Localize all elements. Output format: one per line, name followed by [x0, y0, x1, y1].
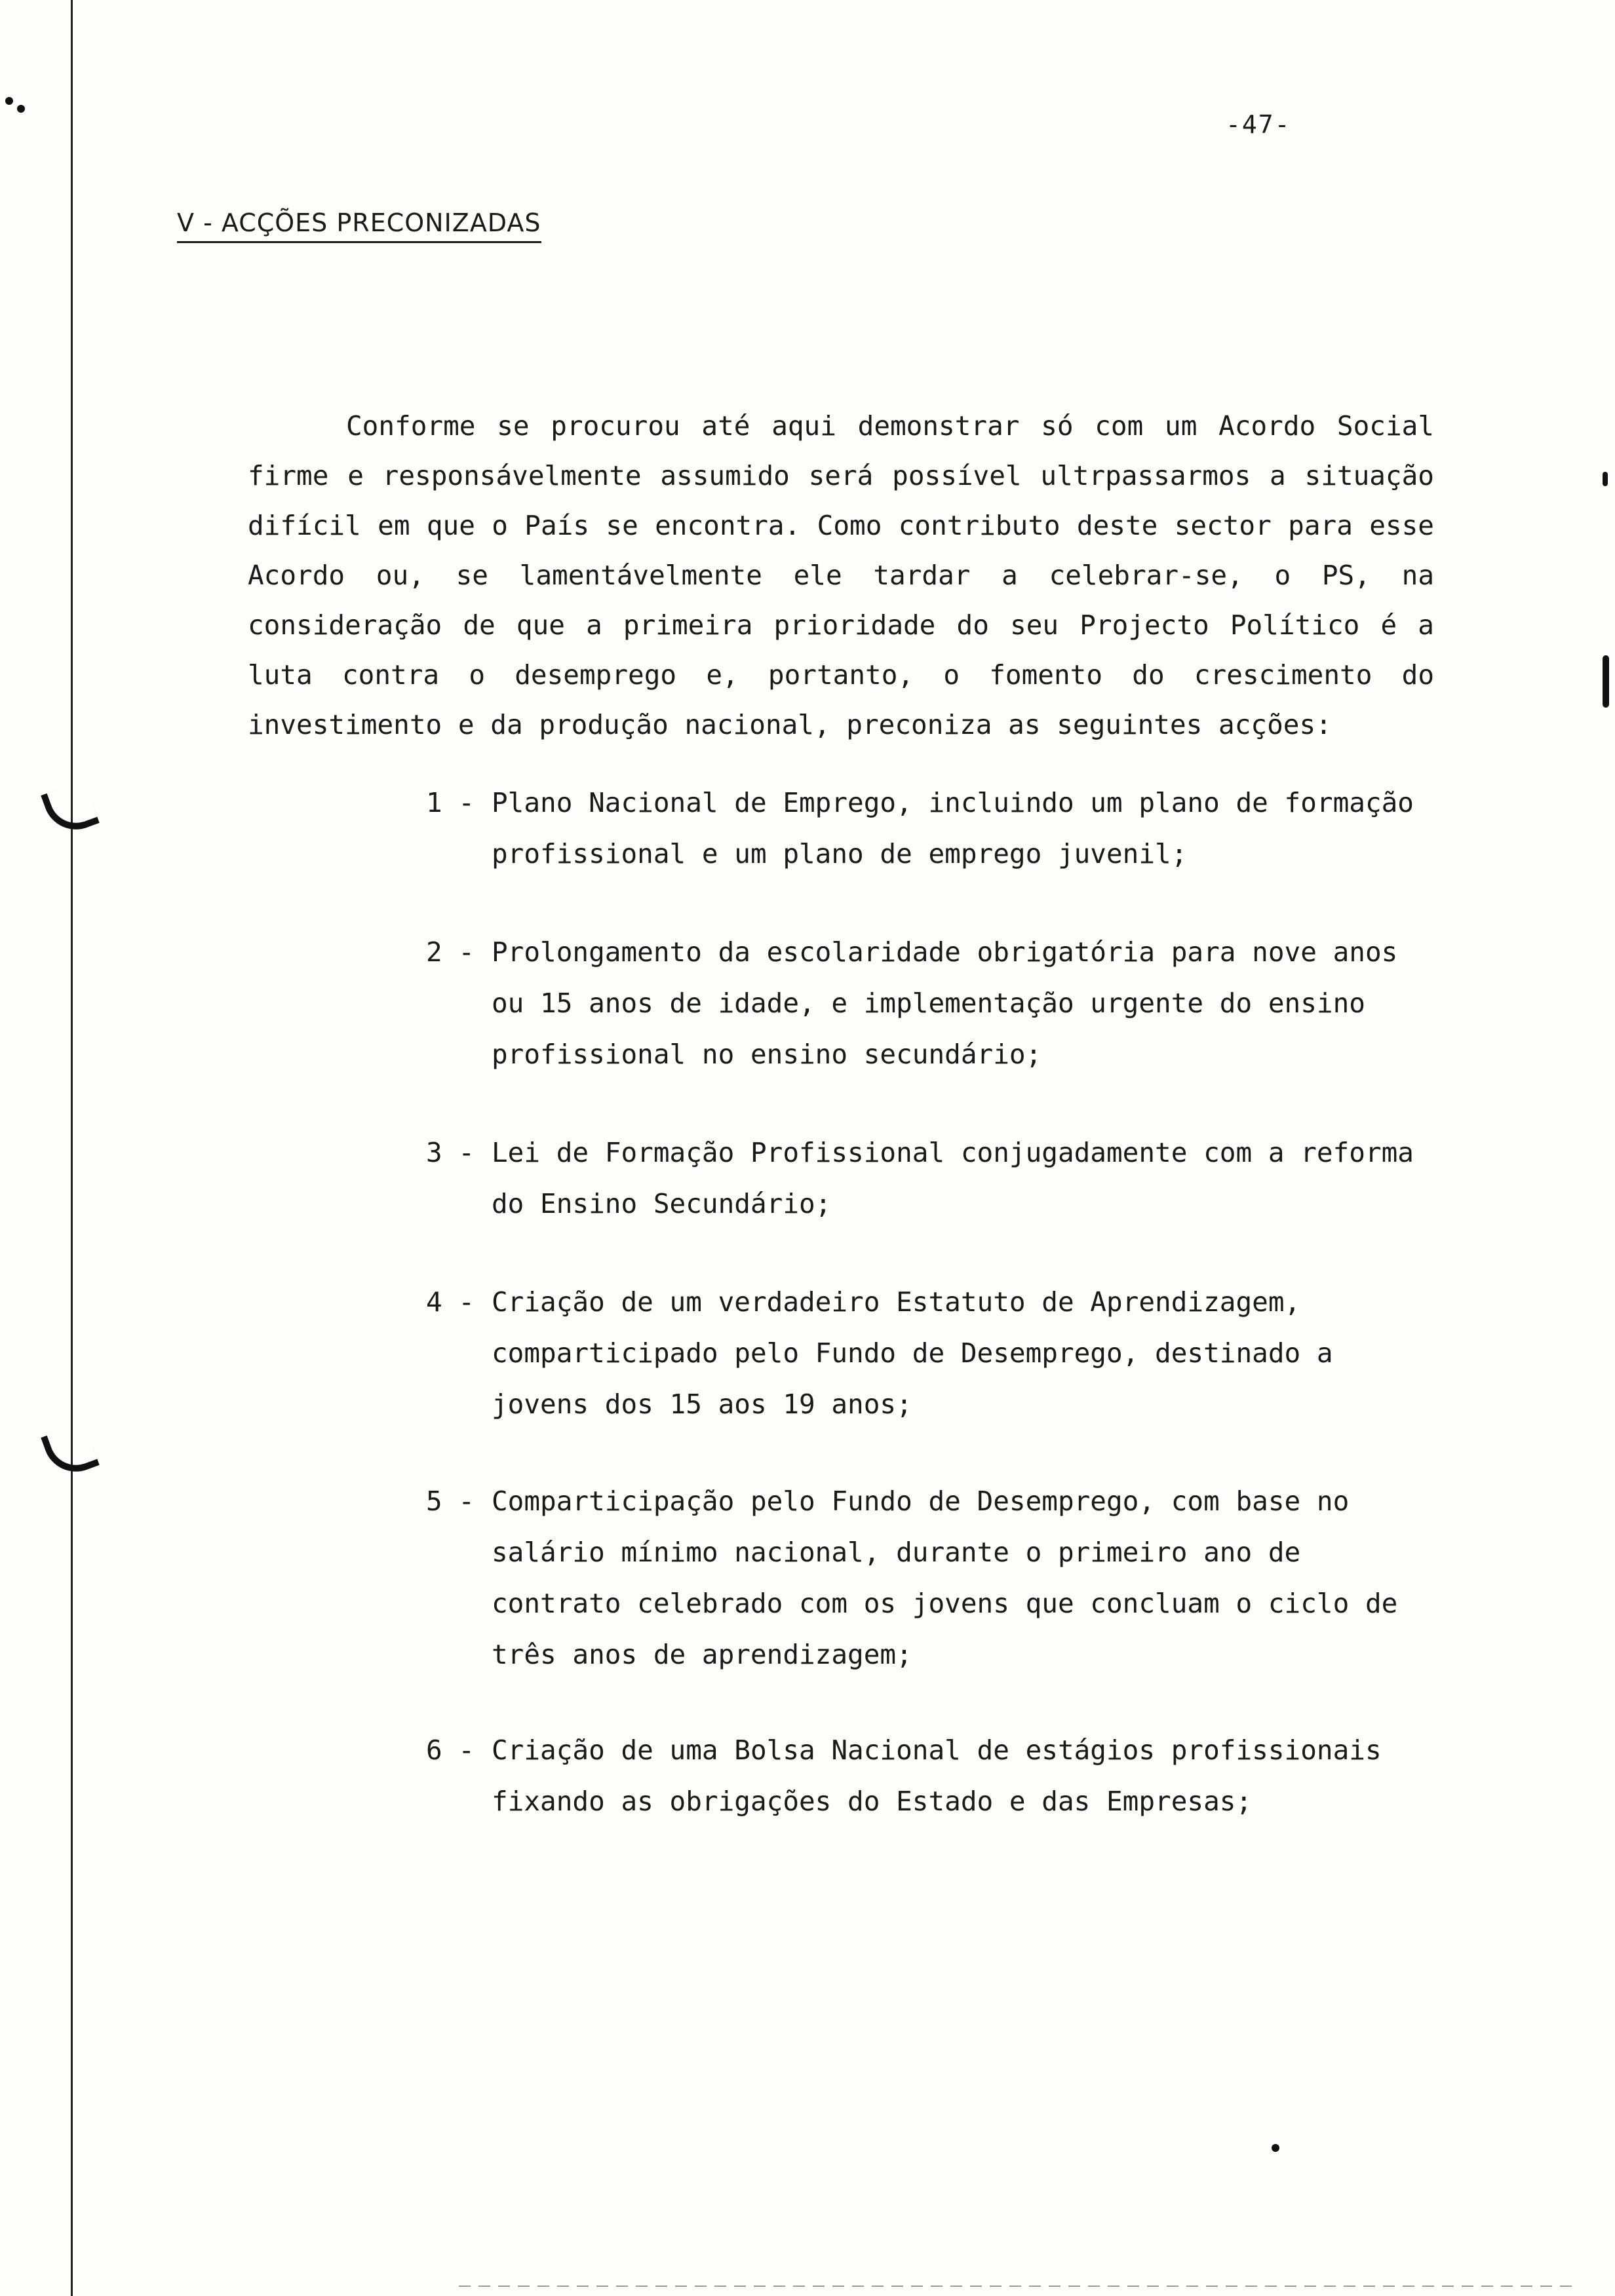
section-title: V - ACÇÕES PRECONIZADAS — [177, 208, 541, 243]
list-item — [426, 927, 1429, 1080]
list-item-number: 4 - — [426, 1286, 475, 1318]
intro-paragraph: Conforme se procurou até aqui demonstrar só com um Acordo Social firme e responsávelmente assumido será possível ultrpassarmos a situação difícil em que o País se encontra. Como contributo deste sector para esse Acordo ou, se lamentávelmente ele tardar a celebrar-se, o PS, na consideração de que a primeira prioridade do seu Projecto Político é a luta contra o desemprego e, portanto, o fomento do crescimento do investimento e da produção nacional, preconiza as seguintes acções: — [248, 410, 1434, 740]
list-item-text: Criação de uma Bolsa Nacional de estágios profissionais fixando as obrigações do Estado e das Empresas; — [492, 1734, 1382, 1817]
list-item — [426, 777, 1429, 879]
list-item — [426, 1725, 1429, 1827]
scan-dot-mark — [5, 97, 13, 105]
scan-dot-mark — [1272, 2144, 1279, 2152]
scan-dot-mark — [1603, 472, 1608, 486]
list-item-number: 3 - — [426, 1137, 475, 1168]
list-item-text: Comparticipação pelo Fundo de Desemprego, com base no salário mínimo nacional, durante o primeiro ano de contrato celebrado com os jovens que concluam o ciclo de três anos de aprendizagem; — [492, 1485, 1398, 1670]
bottom-scan-rule — [459, 2286, 1573, 2287]
list-item-number: 2 - — [426, 936, 475, 968]
list-item-text: Lei de Formação Profissional conjugadamente com a reforma do Ensino Secundário; — [492, 1137, 1414, 1219]
list-item — [426, 1127, 1429, 1229]
list-item-number: 6 - — [426, 1734, 475, 1766]
scan-dot-mark — [17, 105, 25, 113]
list-item-number: 1 - — [426, 787, 475, 818]
page-number: -47- — [1226, 110, 1291, 139]
list-item — [426, 1476, 1429, 1680]
scan-dot-mark — [1603, 655, 1609, 708]
list-item — [426, 1276, 1429, 1430]
list-item-text: Plano Nacional de Emprego, incluindo um plano de formação profissional e um plano de emprego juvenil; — [492, 787, 1414, 870]
list-item-text: Criação de um verdadeiro Estatuto de Aprendizagem, comparticipado pelo Fundo de Desemprego, destinado a jovens dos 15 aos 19 anos; — [492, 1286, 1333, 1420]
punch-hole-mark — [41, 780, 100, 839]
list-item-number: 5 - — [426, 1485, 475, 1517]
margin-line — [71, 0, 73, 2296]
list-item-text: Prolongamento da escolaridade obrigatória para nove anos ou 15 anos de idade, e implementação urgente do ensino profissional no ensino secundário; — [492, 936, 1398, 1070]
punch-hole-mark — [41, 1422, 100, 1481]
